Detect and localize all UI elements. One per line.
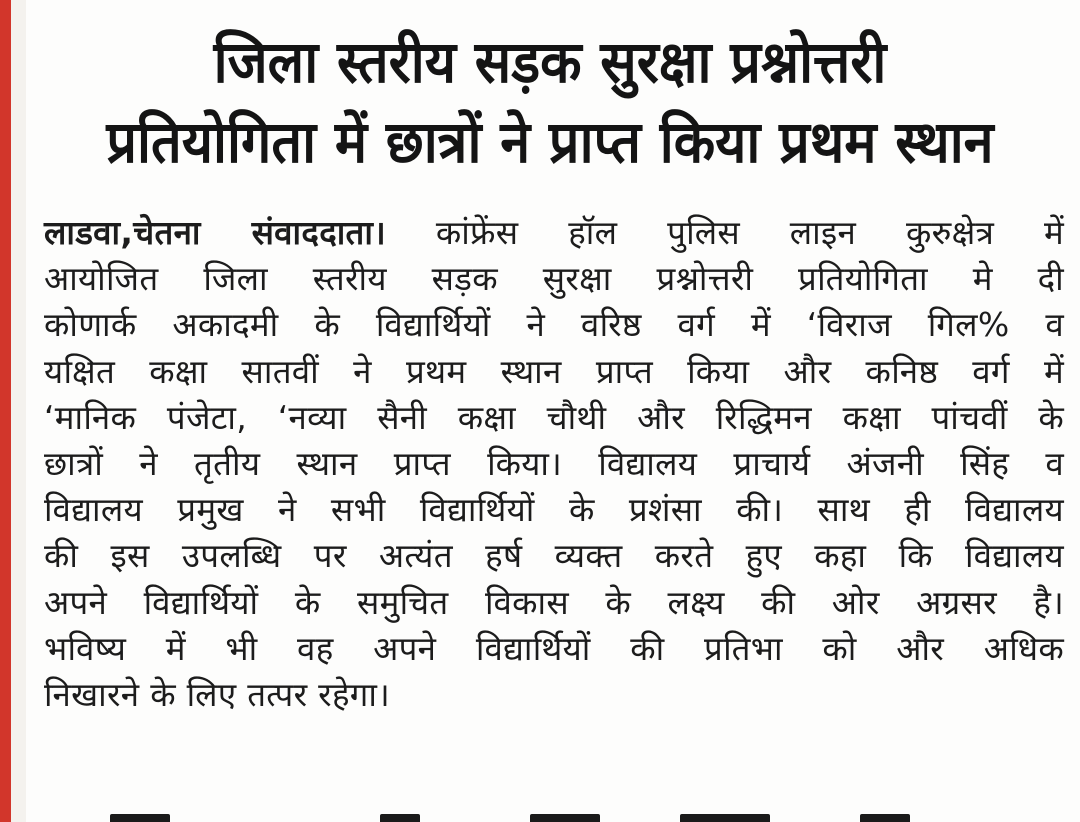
article-line: विद्यालय प्रमुख ने सभी विद्यार्थियों के प्रशंसा की। साथ ही विद्यालय <box>44 490 1064 530</box>
headline-line-2: प्रतियोगिता में छात्रों ने प्राप्त किया प्रथम स्थान <box>106 108 994 176</box>
article-line: यक्षित कक्षा सातवीं ने प्रथम स्थान प्राप्त किया और कनिष्ठ वर्ग में <box>44 351 1064 391</box>
headline-line-1: जिला स्तरीय सड़क सुरक्षा प्रश्नोत्तरी <box>213 28 887 96</box>
page-gutter <box>11 0 26 822</box>
article-body <box>44 210 1064 718</box>
article-line-text: कांफ्रेंस हॉल पुलिस लाइन कुरुक्षेत्र में <box>386 213 1064 252</box>
dateline: लाडवा,चेतना संवाददाता। <box>44 213 387 252</box>
next-article-cutoff <box>40 806 1060 822</box>
article-line: की इस उपलब्धि पर अत्यंत हर्ष व्यक्त करते हुए कहा कि विद्यालय <box>44 536 1064 576</box>
article-line: निखारने के लिए तत्पर रहेगा। <box>44 674 391 714</box>
column-rule <box>0 0 11 822</box>
article-line <box>44 210 1064 256</box>
article-line: छात्रों ने तृतीय स्थान प्राप्त किया। विद्यालय प्राचार्य अंजनी सिंह व <box>44 443 1064 483</box>
article-line: अपने विद्यार्थियों के समुचित विकास के लक्ष्य की ओर अग्रसर है। <box>44 582 1064 622</box>
article-line: कोणार्क अकादमी के विद्यार्थियों ने वरिष्ठ वर्ग में ‘विराज गिल% व <box>44 305 1064 345</box>
article-line: आयोजित जिला स्तरीय सड़क सुरक्षा प्रश्नोत्तरी प्रतियोगिता मे दी <box>44 259 1064 299</box>
article-line: भविष्य में भी वह अपने विद्यार्थियों की प्रतिभा को और अधिक <box>44 628 1064 668</box>
article-line: ‘मानिक पंजेटा, ‘नव्या सैनी कक्षा चौथी और रिद्धिमन कक्षा पांचवीं के <box>44 397 1064 437</box>
headline <box>76 22 1025 182</box>
